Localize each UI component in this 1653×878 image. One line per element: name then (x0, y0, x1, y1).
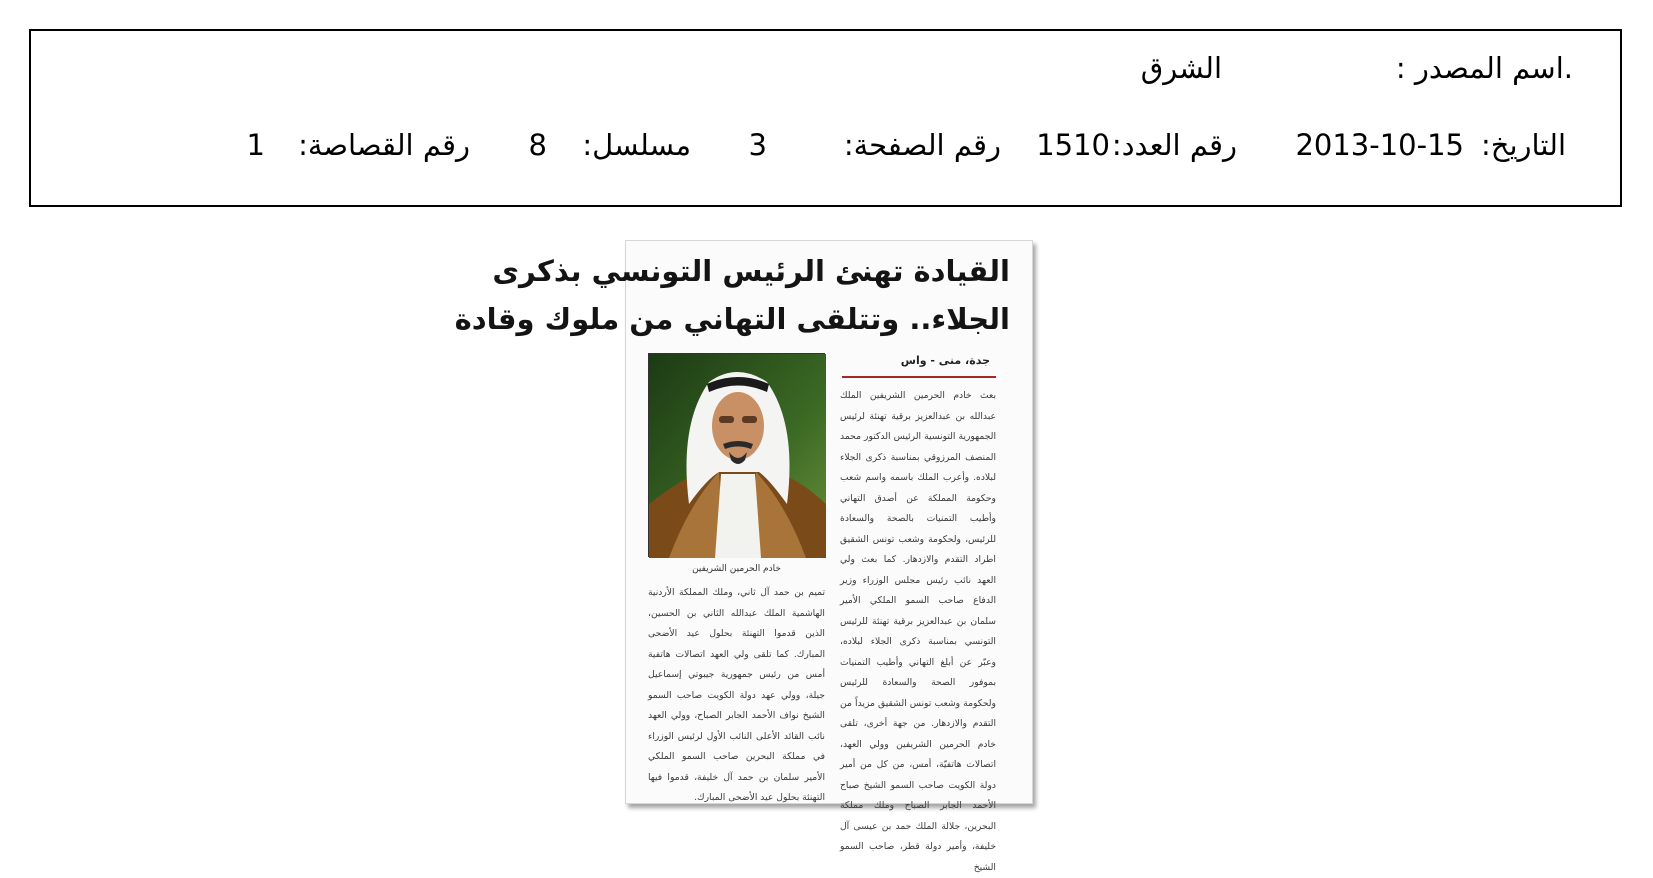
article-left-column: تميم بن حمد آل ثاني، وملك المملكة الأردنية الهاشمية الملك عبدالله الثاني بن الحسين، الذين قدموا التهنئة بحلول عيد الأضحى المبارك. كما تلقى ولي العهد اتصالات هاتفية أمس من رئيس جمهورية جيبوتي إسماعيل جيلة، وولي عهد دولة الكويت صاحب السمو الشيخ نواف الأحمد الجابر الصباح، وولي العهد نائب القائد الأعلى النائب الأول لرئيس الوزراء في مملكة البحرين صاحب السمو الملكي الأمير سلمان بن حمد آل خليفة، قدموا فيها التهنئة بحلول عيد الأضحى المبارك. (648, 587, 825, 803)
portrait-photo (648, 353, 825, 557)
article-byline: جدة، منى - واس (900, 354, 990, 367)
newspaper-clipping (454, 240, 1033, 873)
date-label: التاريخ: (1480, 128, 1566, 162)
issue-value: 1510 (1036, 128, 1110, 162)
byline-divider (842, 376, 996, 378)
date-value: 2013-10-15 (1295, 128, 1464, 162)
clip-label: رقم القصاصة: (298, 128, 470, 162)
issue-label: رقم العدد: (1111, 128, 1237, 162)
header-box (29, 29, 1622, 207)
serial-value: 8 (528, 128, 547, 162)
photo-caption: خادم الحرمين الشريفين (692, 564, 781, 574)
page-value: 3 (748, 128, 767, 162)
clip-value: 1 (246, 128, 265, 162)
article-headline-line-1: القيادة تهنئ الرئيس التونسي بذكرى (492, 254, 1010, 288)
article-right-column: بعث خادم الحرمين الشريفين الملك عبدالله بن عبدالعزيز برقية تهنئة لرئيس الجمهورية التونسية الرئيس الدكتور محمد المنصف المرزوقي بمناسبة ذكرى الجلاء لبلاده. وأعرب الملك باسمه واسم شعب وحكومة المملكة عن أصدق التهاني وأطيب التمنيات بالصحة والسعادة للرئيس، ولحكومة وشعب تونس الشقيق اطراد التقدم والازدهار. كما بعث ولي العهد نائب رئيس مجلس الوزراء وزير الدفاع صاحب السمو الملكي الأمير سلمان بن عبدالعزيز برقية تهنئة للرئيس التونسي بمناسبة ذكرى الجلاء لبلاده، وعبّر عن أبلغ التهاني وأطيب التمنيات بموفور الصحة والسعادة للرئيس ولحكومة وشعب تونس الشقيق مزيداً من التقدم والازدهار. من جهة أخرى، تلقى خادم الحرمين الشريفين وولي العهد، اتصالات هاتفيّة، أمس، من كل من أمير دولة الكويت صاحب السمو الشيخ صباح الأحمد الجابر الصباح وملك مملكة البحرين، جلالة الملك حمد بن عيسى آل خليفة، وأمير دولة قطر، صاحب السمو الشيخ (840, 390, 996, 873)
source-value: الشرق (1140, 51, 1222, 85)
serial-label: مسلسل: (582, 128, 691, 162)
source-label: .اسم المصدر : (1395, 51, 1573, 85)
article-headline-line-2: الجلاء.. وتتلقى التهاني من ملوك وقادة (454, 302, 1010, 336)
page-label: رقم الصفحة: (843, 128, 1001, 162)
